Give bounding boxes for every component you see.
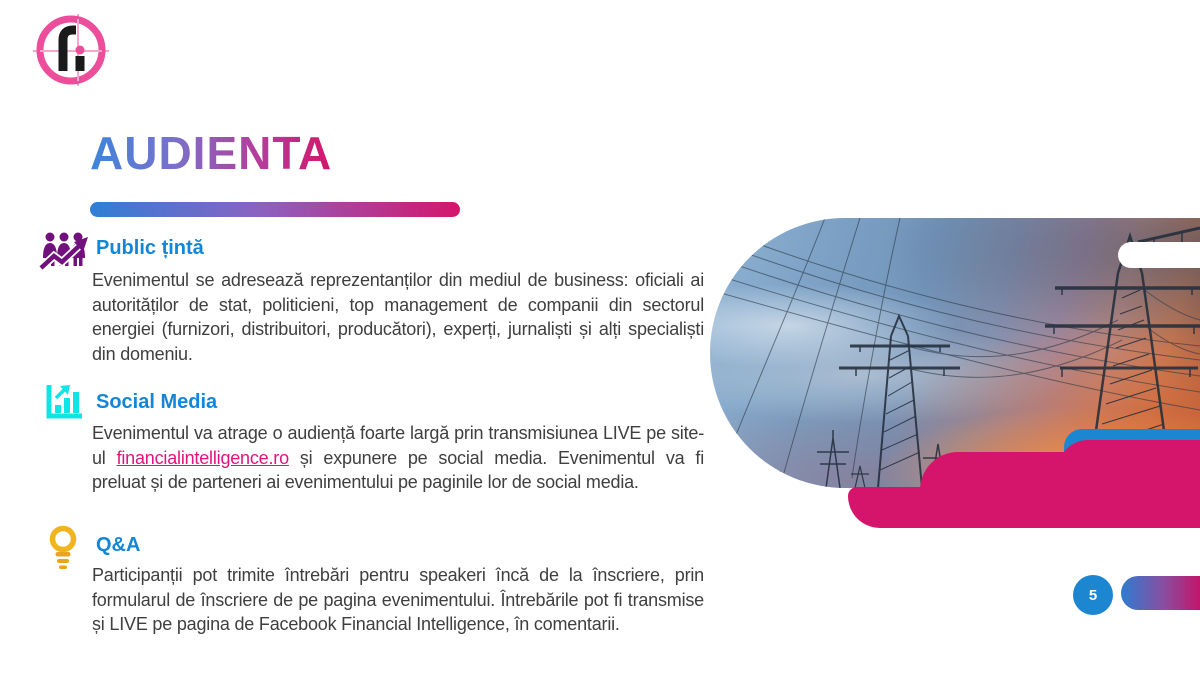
page-number-badge: 5 (1073, 575, 1113, 615)
financial-intelligence-logo (30, 12, 112, 88)
body-text-before-link: Evenimentul va atrage o audiență foarte largă prin transmisiunea LIVE pe site-ul (92, 423, 704, 468)
section-body-public-tinta: Evenimentul se adresează reprezentanților din mediul de business: oficiali ai autorităților de stat, politicieni, top management de companii din sectorul energiei (furnizori, distribuitori, producători), experți, jurnaliști și alți specialiști din domeniu. (92, 270, 704, 364)
section-body-qa: Participanții pot trimite întrebări pentru speakeri încă de la înscriere, prin formularul de înscriere de pe pagina evenimentului. Întrebările pot fi transmise și LIVE pe pagina de Facebook Financial Intelligence, în comentarii. (92, 565, 704, 634)
section-heading-public-tinta: Public țintă (96, 237, 204, 259)
audience-growth-icon (38, 231, 90, 273)
financialintelligence-link[interactable]: financialintelligence.ro (116, 447, 289, 468)
section-heading-qa: Q&A (96, 534, 141, 556)
decor-white-notch (1118, 242, 1200, 268)
section-body-social-media (92, 421, 704, 495)
lightbulb-icon (46, 525, 80, 571)
title-underline-bar (90, 202, 460, 217)
page-title: AUDIENTA (90, 127, 333, 179)
body-text-after-link: și expunere pe social media. Evenimentul va fi preluat și de parteneri ai evenimentului pe paginile lor de social media. (92, 447, 704, 492)
bar-chart-growth-icon (44, 383, 84, 421)
decor-gradient-pill (1121, 576, 1200, 610)
section-heading-social-media: Social Media (96, 391, 218, 413)
decor-magenta-shape-left (848, 487, 1200, 528)
